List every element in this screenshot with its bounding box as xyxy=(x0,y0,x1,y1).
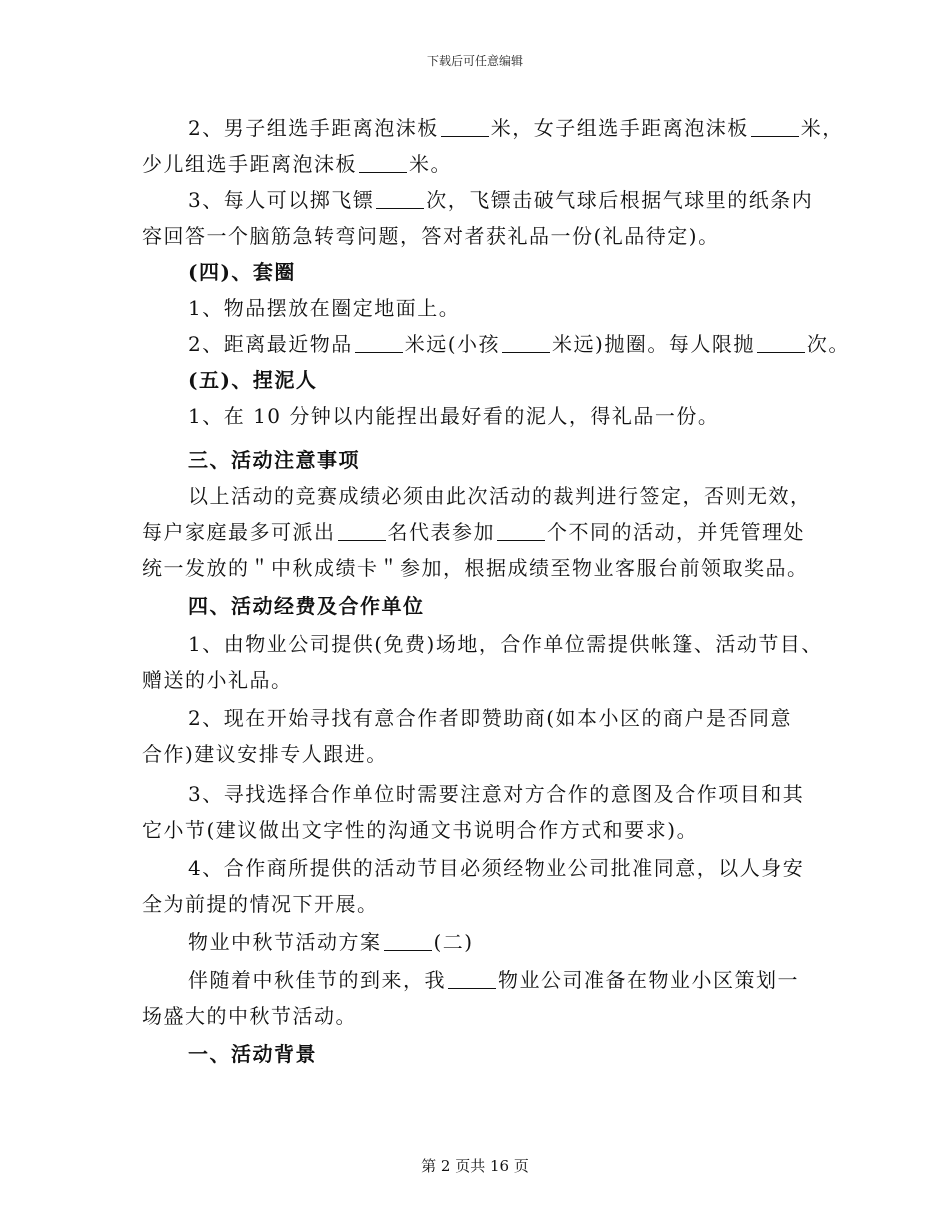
text-line xyxy=(188,854,804,882)
text-segment: 少儿组选手距离泡沫板 xyxy=(142,152,357,176)
text-segment: 4、合作商所提供的活动节目必须经物业公司批准同意，以人身安 xyxy=(188,856,805,880)
text-line xyxy=(188,330,850,358)
page-footer: 第 2 页共 16 页 xyxy=(421,1157,529,1175)
text-segment: (五)、捏泥人 xyxy=(188,368,318,392)
text-segment: 全为前提的情况下开展。 xyxy=(142,892,379,916)
text-segment: 物业中秋节活动方案 xyxy=(188,930,382,954)
text-line xyxy=(188,186,813,214)
fill-in-blank xyxy=(384,930,432,951)
fill-in-blank xyxy=(338,520,386,541)
text-segment: 合作)建议安排专人跟进。 xyxy=(142,742,388,766)
text-segment: 1、由物业公司提供(免费)场地，合作单位需提供帐篷、活动节目、 xyxy=(188,632,823,656)
section-heading xyxy=(188,366,317,394)
text-segment: 场盛大的中秋节活动。 xyxy=(142,1004,357,1028)
text-segment: (二) xyxy=(433,930,474,954)
text-segment: 以上活动的竞赛成绩必须由此次活动的裁判进行签定，否则无效， xyxy=(188,484,812,508)
text-segment: 统一发放的＂中秋成绩卡＂参加，根据成绩至物业客服台前领取奖品。 xyxy=(142,556,809,580)
text-line xyxy=(142,666,293,694)
section-heading xyxy=(188,1040,317,1068)
text-line xyxy=(142,222,720,250)
text-line xyxy=(188,294,460,322)
text-segment: 个不同的活动，并凭管理处 xyxy=(547,520,805,544)
fill-in-blank xyxy=(757,332,805,353)
text-line xyxy=(188,114,844,142)
text-segment: 米。 xyxy=(409,152,452,176)
text-segment: 每户家庭最多可派出 xyxy=(142,520,336,544)
section-heading xyxy=(188,446,360,474)
text-line xyxy=(188,928,474,956)
text-segment: 1、物品摆放在圈定地面上。 xyxy=(188,296,461,320)
fill-in-blank xyxy=(441,116,489,137)
fill-in-blank xyxy=(497,520,545,541)
text-segment: 2、现在开始寻找有意合作者即赞助商(如本小区的商户是否同意 xyxy=(188,706,793,730)
text-segment: 次。 xyxy=(806,332,850,356)
text-segment: 米，女子组选手距离泡沫板 xyxy=(490,116,749,140)
text-line xyxy=(188,780,804,808)
section-heading xyxy=(188,592,425,620)
text-segment: 1、在 10 分钟以内能捏出最好看的泥人，得礼品一份。 xyxy=(188,404,720,428)
text-segment: 一、活动背景 xyxy=(188,1042,317,1066)
text-line xyxy=(188,630,823,658)
fill-in-blank xyxy=(359,152,407,173)
text-line xyxy=(142,890,379,918)
text-segment: 2、距离最近物品 xyxy=(188,332,353,356)
text-segment: 三、活动注意事项 xyxy=(188,448,360,472)
text-segment: 名代表参加 xyxy=(387,520,495,544)
text-line xyxy=(142,150,452,178)
text-segment: 米， xyxy=(800,116,844,140)
fill-in-blank xyxy=(502,332,550,353)
fill-in-blank xyxy=(448,968,496,989)
text-segment: 伴随着中秋佳节的到来，我 xyxy=(188,968,446,992)
text-segment: (四)、套圈 xyxy=(188,260,296,284)
text-segment: 它小节(建议做出文字性的沟通文书说明合作方式和要求)。 xyxy=(142,818,699,842)
fill-in-blank xyxy=(751,116,799,137)
text-line xyxy=(142,518,805,546)
text-line xyxy=(188,966,799,994)
fill-in-blank xyxy=(355,332,403,353)
text-line xyxy=(188,704,792,732)
text-segment: 2、男子组选手距离泡沫板 xyxy=(188,116,439,140)
text-segment: 3、每人可以掷飞镖 xyxy=(188,188,375,212)
section-heading xyxy=(188,258,296,286)
text-line xyxy=(142,1002,357,1030)
text-segment: 3、寻找选择合作单位时需要注意对方合作的意图及合作项目和其 xyxy=(188,782,805,806)
text-line xyxy=(188,482,812,510)
fill-in-blank xyxy=(376,188,424,209)
text-line xyxy=(142,816,698,844)
text-segment: 赠送的小礼品。 xyxy=(142,668,293,692)
text-line xyxy=(142,740,388,768)
text-segment: 米远)抛圈。每人限抛 xyxy=(552,332,755,356)
text-line xyxy=(188,402,719,430)
text-segment: 四、活动经费及合作单位 xyxy=(188,594,425,618)
text-line xyxy=(142,554,809,582)
text-segment: 米远(小孩 xyxy=(404,332,501,356)
page-header: 下载后可任意编辑 xyxy=(426,54,523,68)
text-segment: 物业公司准备在物业小区策划一 xyxy=(498,968,799,992)
text-segment: 容回答一个脑筋急转弯问题，答对者获礼品一份(礼品待定)。 xyxy=(142,224,720,248)
text-segment: 次，飞镖击破气球后根据气球里的纸条内 xyxy=(426,188,814,212)
